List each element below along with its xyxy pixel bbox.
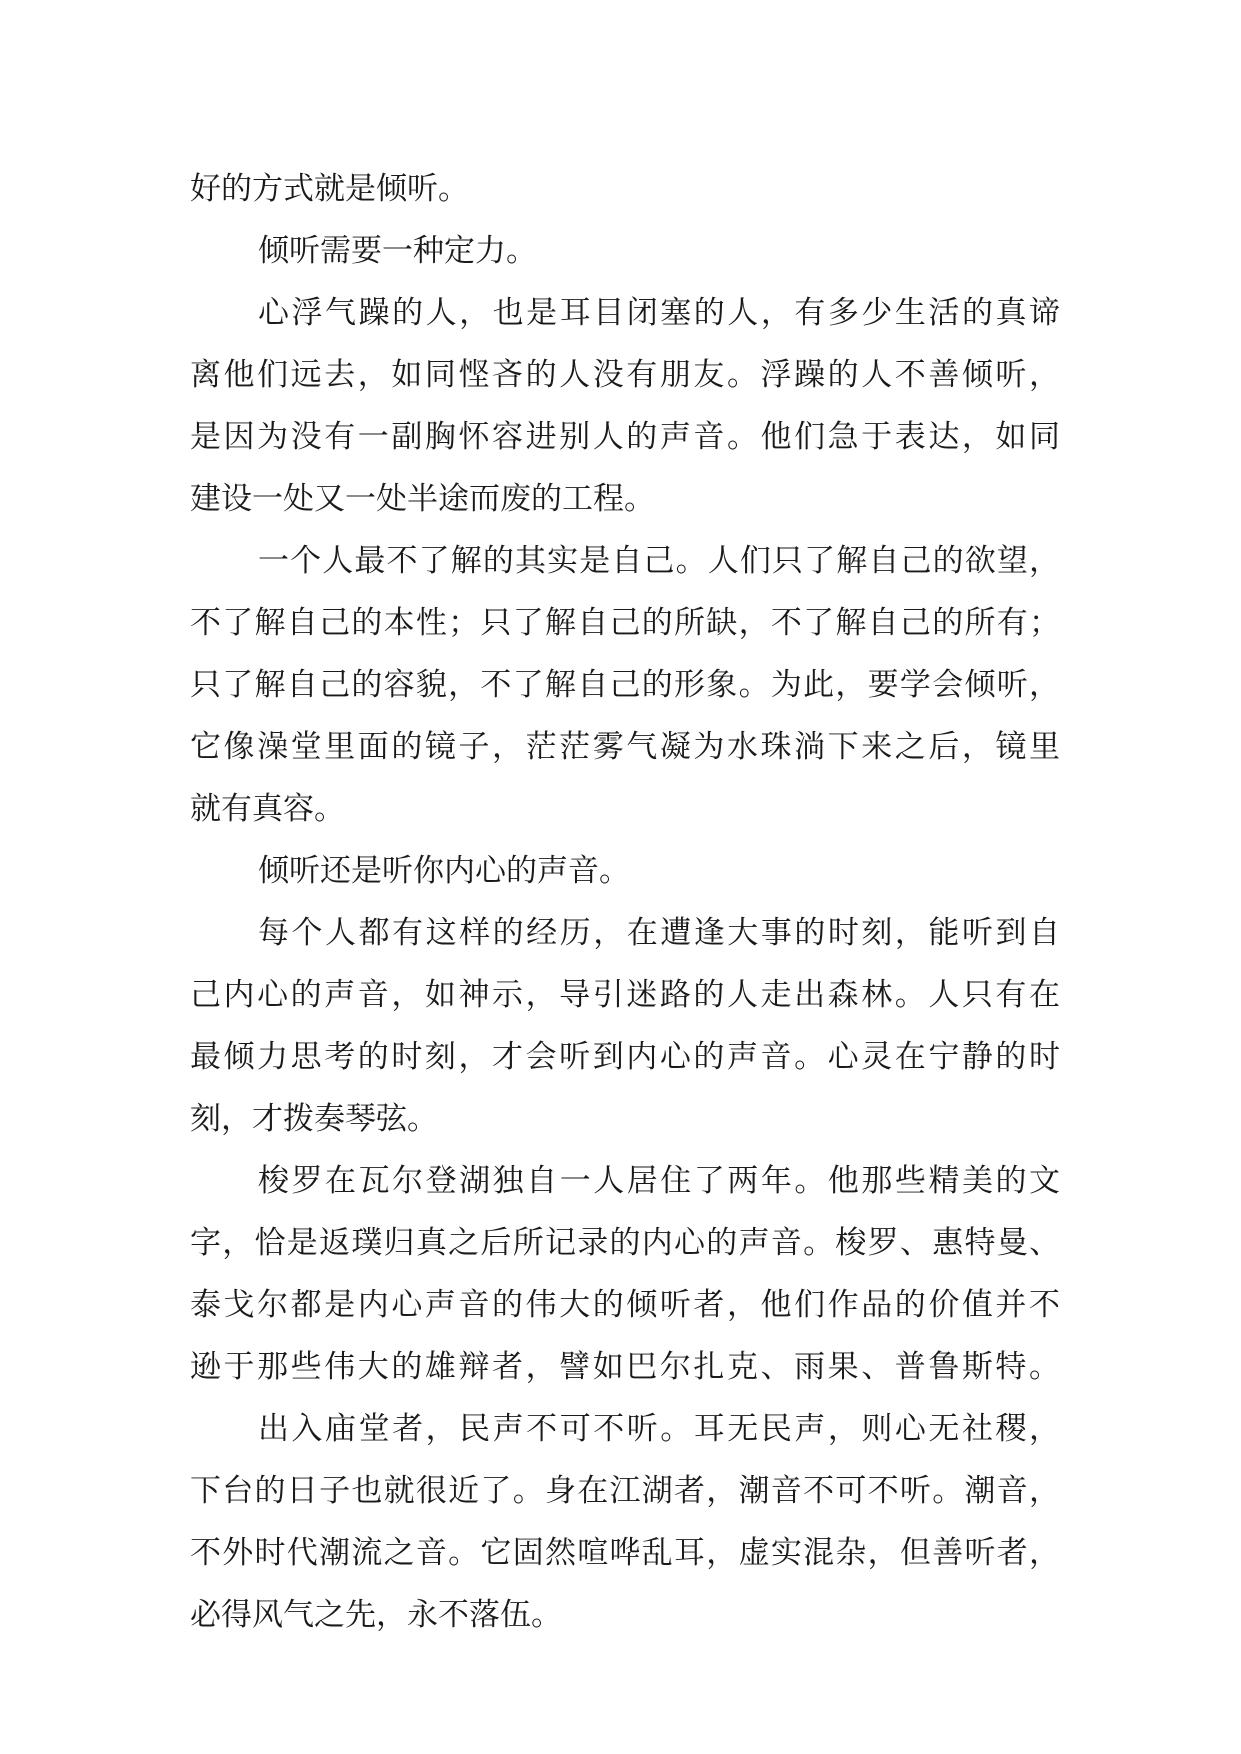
text-line: 梭罗在瓦尔登湖独自一人居住了两年。他那些精美的文 (258, 1163, 1060, 1199)
paragraph (190, 282, 1060, 530)
text-line: 不外时代潮流之音。它固然喧哗乱耳，虚实混杂，但善听者， (190, 1535, 1060, 1571)
paragraph (190, 1150, 1060, 1398)
text-line: 好的方式就是倾听。 (190, 171, 469, 207)
text-line: 只了解自己的容貌，不了解自己的形象。为此，要学会倾听， (190, 667, 1060, 703)
paragraph (190, 530, 1060, 840)
text-line: 就有真容。 (190, 791, 345, 827)
paragraph (190, 220, 1060, 282)
text-line: 必得风气之先，永不落伍。 (190, 1597, 562, 1633)
paragraph (190, 840, 1060, 902)
paragraph (190, 1398, 1060, 1646)
text-line: 逊于那些伟大的雄辩者，譬如巴尔扎克、雨果、普鲁斯特。 (190, 1349, 1060, 1385)
text-line: 刻，才拨奏琴弦。 (190, 1101, 438, 1137)
text-line: 不了解自己的本性；只了解自己的所缺，不了解自己的所有； (190, 605, 1060, 641)
text-line: 己内心的声音，如神示，导引迷路的人走出森林。人只有在 (190, 977, 1060, 1013)
text-line: 倾听还是听你内心的声音。 (258, 853, 630, 889)
text-line: 每个人都有这样的经历，在遭逢大事的时刻，能听到自 (258, 915, 1060, 951)
text-line: 心浮气躁的人，也是耳目闭塞的人，有多少生活的真谛 (258, 295, 1060, 331)
text-line: 出入庙堂者，民声不可不听。耳无民声，则心无社稷， (258, 1411, 1060, 1447)
text-line: 字，恰是返璞归真之后所记录的内心的声音。梭罗、惠特曼、 (190, 1225, 1060, 1261)
text-line: 离他们远去，如同悭吝的人没有朋友。浮躁的人不善倾听， (190, 357, 1060, 393)
text-line: 下台的日子也就很近了。身在江湖者，潮音不可不听。潮音， (190, 1473, 1060, 1509)
text-line: 它像澡堂里面的镜子，茫茫雾气凝为水珠淌下来之后，镜里 (190, 729, 1060, 765)
text-line: 泰戈尔都是内心声音的伟大的倾听者，他们作品的价值并不 (190, 1287, 1060, 1323)
text-line: 最倾力思考的时刻，才会听到内心的声音。心灵在宁静的时 (190, 1039, 1060, 1075)
text-line: 一个人最不了解的其实是自己。人们只了解自己的欲望， (258, 543, 1060, 579)
text-line: 是因为没有一副胸怀容进别人的声音。他们急于表达，如同 (190, 419, 1060, 455)
text-line: 建设一处又一处半途而废的工程。 (190, 481, 655, 517)
paragraph (190, 158, 1060, 220)
body-text (190, 158, 1060, 1646)
paragraph (190, 902, 1060, 1150)
text-line: 倾听需要一种定力。 (258, 233, 537, 269)
